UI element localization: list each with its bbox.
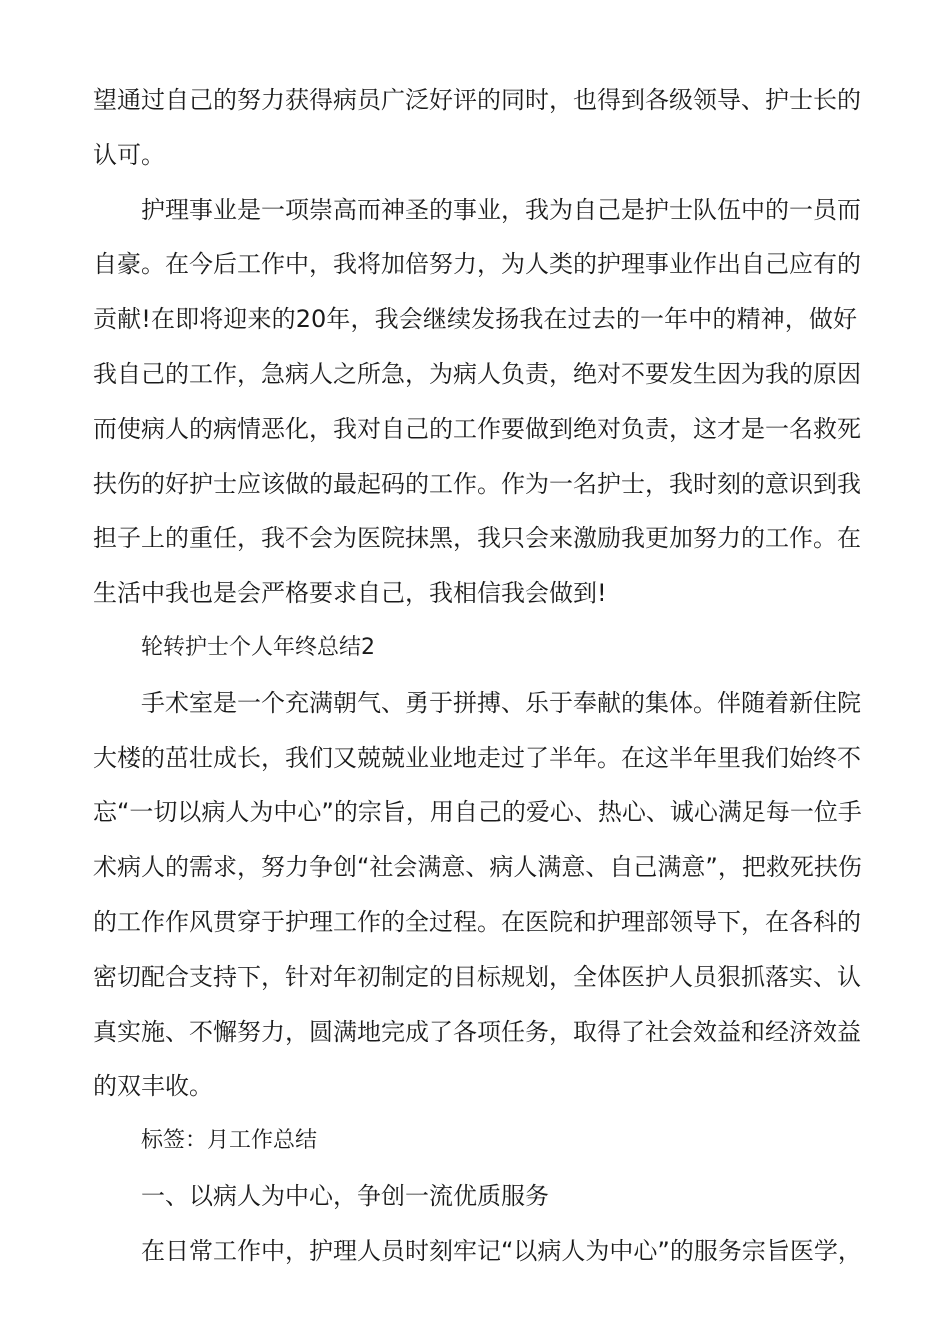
- paragraph-line: 的双丰收。: [93, 1072, 213, 1101]
- document-body: [93, 73, 862, 1279]
- paragraph-line: 认可。: [93, 140, 165, 169]
- paragraph-line: 手术室是一个充满朝气、勇于拼搏、乐于奉献的集体。伴随着新住院: [141, 688, 861, 717]
- tags-line: 标签：月工作总结: [141, 1128, 318, 1154]
- section-heading: 轮转护士个人年终总结2: [141, 634, 375, 660]
- paragraph-line: 的工作作风贯穿于护理工作的全过程。在医院和护理部领导下，在各科的: [93, 907, 861, 936]
- paragraph-line: 忘“一切以病人为中心”的宗旨，用自己的爱心、热心、诚心满足每一位手: [93, 798, 862, 827]
- paragraph-line: 护理事业是一项崇高而神圣的事业，我为自己是护士队伍中的一员而: [141, 195, 861, 224]
- paragraph-line: 望通过自己的努力获得病员广泛好评的同时，也得到各级领导、护士长的: [93, 86, 861, 114]
- section-heading: 一、以病人为中心，争创一流优质服务: [141, 1181, 549, 1210]
- paragraph-line: 扶伤的好护士应该做的最起码的工作。作为一名护士，我时刻的意识到我: [93, 469, 861, 498]
- paragraph-line: 大楼的茁壮成长，我们又兢兢业业地走过了半年。在这半年里我们始终不: [93, 743, 861, 772]
- paragraph-line: 我自己的工作，急病人之所急，为病人负责，绝对不要发生因为我的原因: [93, 359, 861, 388]
- paragraph-line: 生活中我也是会严格要求自己，我相信我会做到!: [93, 579, 607, 608]
- paragraph-line: 密切配合支持下，针对年初制定的目标规划，全体医护人员狠抓落实、认: [93, 962, 861, 991]
- paragraph-line: 而使病人的病情恶化，我对自己的工作要做到绝对负责，这才是一名救死: [93, 414, 861, 443]
- paragraph-line: 自豪。在今后工作中，我将加倍努力，为人类的护理事业作出自己应有的: [93, 250, 861, 279]
- paragraph-line: 术病人的需求，努力争创“社会满意、病人满意、自己满意”，把救死扶伤: [93, 853, 862, 882]
- paragraph-line: 贡献!在即将迎来的20年，我会继续发扬我在过去的一年中的精神，做好: [93, 305, 857, 334]
- paragraph-line: 真实施、不懈努力，圆满地完成了各项任务，取得了社会效益和经济效益: [93, 1017, 861, 1046]
- paragraph-line: 在日常工作中，护理人员时刻牢记“以病人为中心”的服务宗旨医学，: [141, 1236, 862, 1265]
- paragraph-line: 担子上的重任，我不会为医院抹黑，我只会来激励我更加努力的工作。在: [93, 524, 861, 553]
